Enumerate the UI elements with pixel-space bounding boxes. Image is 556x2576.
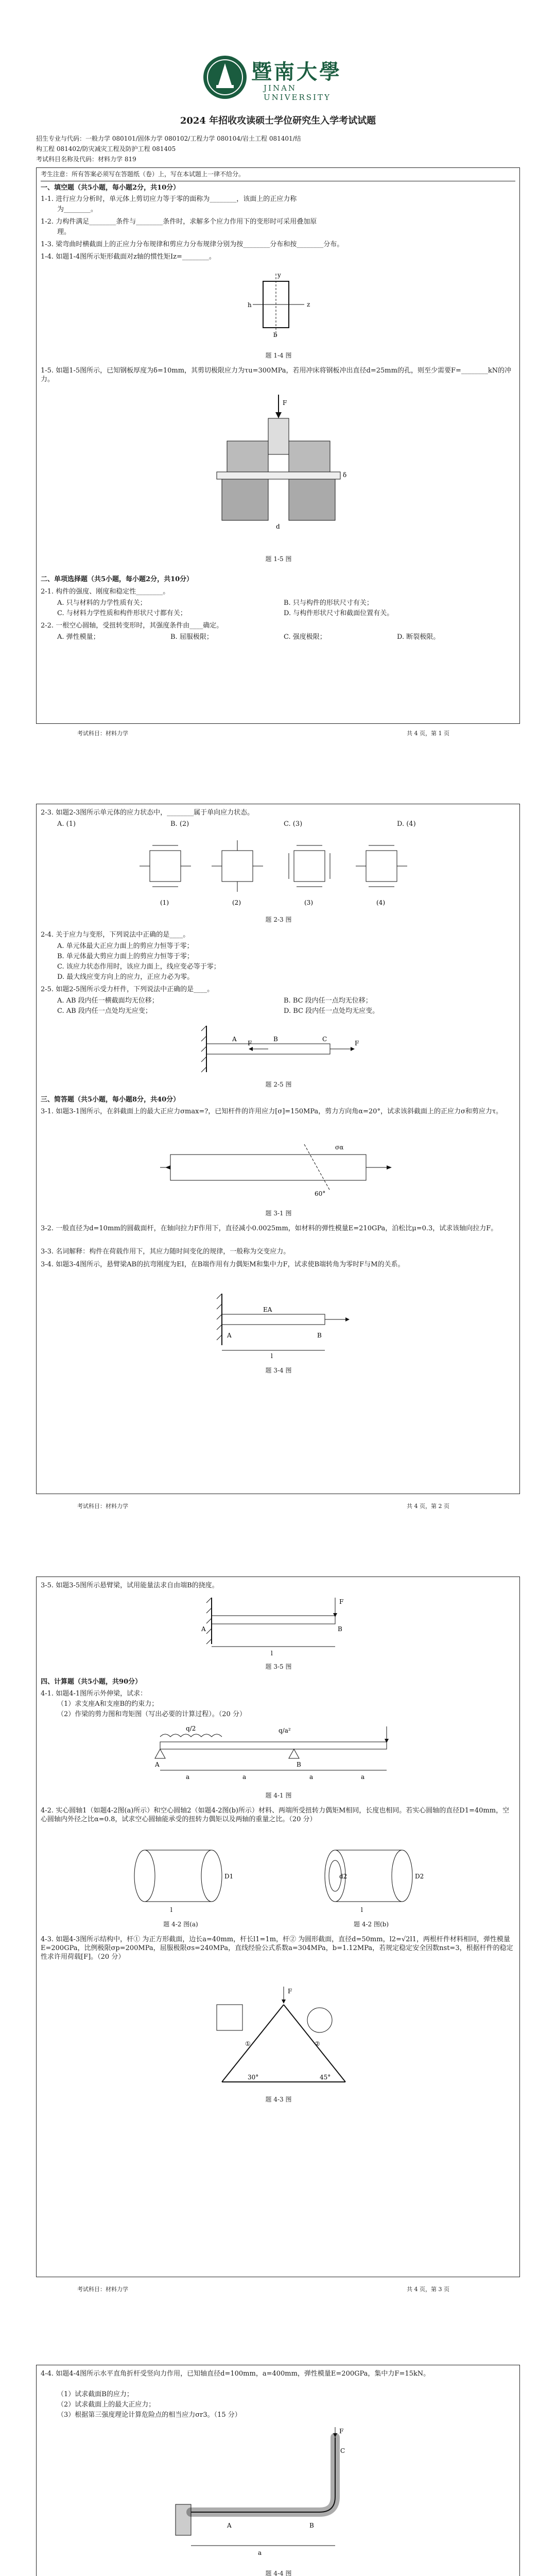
figure-4-3 (191, 1984, 366, 2092)
footer-subject: 考试科目：材料力学 (77, 2286, 128, 2293)
question-4-4-c: （3）根据第三强度理论计算危险点的相当应力σr3。（15 分） (57, 2411, 241, 2419)
question-1-1: 1-1. 进行应力分析时，单元体上剪切应力等于零的面称为________，该面上的正应力称 (41, 195, 297, 203)
figure-4-2a-caption: 题 4-2 图(a) (163, 1921, 198, 1928)
fig-label-4: (4) (376, 899, 385, 906)
university-name-cn: 暨南大學 (251, 60, 342, 84)
option-2-1-b: B. 只与构件的形状尺寸有关； (284, 599, 373, 607)
svg-text:δ: δ (343, 471, 347, 479)
svg-text:A: A (232, 1036, 237, 1043)
figure-1-4 (232, 271, 325, 348)
footer-page-2 (36, 1502, 520, 1510)
footer-page-1 (36, 729, 520, 737)
svg-text:h: h (248, 301, 252, 309)
option-2-2-c: C. 强度极限； (284, 633, 326, 641)
option-2-3-a: A. (1) (57, 820, 76, 828)
figure-2-5 (191, 1021, 366, 1077)
option-2-5-b: B. BC 段内任一点均无位移； (284, 997, 372, 1005)
question-1-5: 1-5. 如题1-5图所示，已知钢板厚度为δ=10mm，其剪切极限应力为τu=300MPa，若用冲床将钢板冲出直径d=25mm的孔，则至少需要F=________kN的冲力。 (41, 367, 512, 383)
svg-text:a: a (242, 1773, 247, 1781)
exam-page-3 (36, 1571, 520, 2308)
figure-4-4-caption: 题 4-4 图 (265, 2570, 292, 2576)
question-1-4: 1-4. 如题1-4图所示矩形截面对z轴的惯性矩Iz=________。 (41, 253, 216, 261)
university-name-en: JINAN UNIVERSITY (264, 83, 331, 102)
figure-4-2a (124, 1840, 237, 1917)
exam-page-1 (36, 21, 520, 752)
svg-text:l: l (271, 1352, 273, 1360)
exam-info-line3: 考试科目名称及代码：材料力学 819 (36, 156, 136, 163)
svg-text:D1: D1 (224, 1873, 234, 1880)
question-4-3: 4-3. 如题4-3图所示结构中，杆① 为正方形截面，边长a=40mm，杆长l1=1m，杆② 为圆形截面，直径d=50mm，l2=√2l1，两根杆件材料相同，弹性模量E=200GPa，比例极限σp=200MPa，屈服极限σs=240MPa，直线经验公式系数a=304MPa，b=1.12MPa，若规定稳定安全因数nst=3，根据杆件的稳定性求许用荷载[F]。（20 分） (41, 1936, 513, 1961)
figure-3-5-caption: 题 3-5 图 (265, 1663, 292, 1670)
seal-icon (202, 54, 248, 100)
question-2-3: 2-3. 如题2-3图所示单元体的应力状态中，________属于单向应力状态。 (41, 809, 254, 817)
svg-text:F: F (288, 1988, 292, 1995)
svg-text:F: F (355, 1040, 359, 1047)
svg-text:F: F (283, 399, 287, 406)
figure-4-1 (140, 1721, 418, 1788)
svg-text:d: d (276, 523, 280, 530)
svg-text:B: B (317, 1332, 322, 1339)
svg-text:A: A (201, 1625, 206, 1633)
question-1-2: 1-2. 力构件满足________条件与________条件时，求解多个应力作用下的变形时可采用叠加原 (41, 218, 317, 226)
option-2-5-a: A. AB 段内任一横截面均无位移； (57, 997, 159, 1005)
question-3-4: 3-4. 如题3-4图所示，悬臂梁AB的抗弯刚度为EI，在B端作用有力偶矩M和集中力F，试求使B端转角为零时F与M的关系。 (41, 1261, 405, 1268)
question-2-2: 2-2. 一根空心圆轴，受扭转变形时，其强度条件由____确定。 (41, 622, 223, 630)
figure-2-5-caption: 题 2-5 图 (265, 1081, 292, 1088)
section-2-title: 二、单项选择题（共5小题，每小题2分，共10分） (41, 575, 194, 583)
exam-page-2 (36, 799, 520, 1520)
option-2-5-c: C. AB 段内任一点处均无应变； (57, 1007, 152, 1015)
figure-1-5-caption: 题 1-5 图 (265, 555, 292, 563)
question-2-5: 2-5. 如题2-5图所示受力杆件，下列说法中正确的是____。 (41, 986, 214, 993)
svg-text:a: a (186, 1773, 190, 1781)
question-1-3: 1-3. 梁弯曲时横截面上的正应力分布规律和剪应力分布规律分别为按________分布和按________分布。 (41, 241, 344, 248)
exam-info-line1: 招生专业与代码：一般力学 080101/固体力学 080102/工程力学 080104/岩土工程 081401/结 (36, 135, 301, 142)
question-1-1-cont: 为________。 (57, 206, 98, 213)
svg-text:F: F (339, 1598, 344, 1605)
figure-3-4-caption: 题 3-4 图 (265, 1367, 292, 1374)
question-3-5: 3-5. 如题3-5图所示悬臂梁，试用能量法求自由端B的挠度。 (41, 1582, 219, 1589)
svg-text:σα: σα (335, 1144, 344, 1151)
svg-text:q/a²: q/a² (279, 1727, 291, 1734)
option-2-4-b: B. 单元体最大剪应力面上的剪应力恒等于零； (57, 953, 194, 960)
svg-text:C: C (322, 1036, 327, 1043)
svg-text:l: l (271, 1650, 273, 1657)
option-2-2-a: A. 弹性模量； (57, 633, 100, 641)
option-2-5-d: D. BC 段内任一点处均无应变。 (284, 1007, 379, 1015)
option-2-2-d: D. 断裂极限。 (397, 633, 440, 641)
footer-subject: 考试科目：材料力学 (77, 730, 128, 737)
footer-subject: 考试科目：材料力学 (77, 1503, 128, 1510)
question-2-1: 2-1. 构件的强度、刚度和稳定性________。 (41, 588, 170, 596)
svg-text:45°: 45° (320, 2074, 331, 2081)
exam-title: 2024 年招收攻读硕士学位研究生入学考试试题 (180, 115, 376, 126)
figure-4-2b (315, 1840, 428, 1917)
question-box-4 (36, 2365, 520, 2576)
question-box-3 (36, 1577, 520, 2277)
svg-text:F: F (248, 1040, 252, 1047)
exam-info-line2: 构工程 081402/防灾减灾工程及防护工程 081405 (36, 145, 176, 152)
option-2-1-a: A. 只与材料的力学性质有关； (57, 599, 147, 607)
svg-text:B: B (297, 1761, 301, 1768)
figure-4-1-caption: 题 4-1 图 (265, 1792, 292, 1799)
question-4-2: 4-2. 实心圆轴1（如题4-2图(a)所示）和空心圆轴2（如题4-2图(b)所示）材料、两端所受扭转力偶矩M相同，长度也相同。若实心圆轴的直径D1=40mm，空心圆轴内外径之比α=0.8，试求空心圆轴能承受的扭转力偶矩以及两轴的重量之比。（20 分） (41, 1807, 510, 1823)
svg-text:A: A (227, 1332, 232, 1339)
question-4-4-b: （2）试求截面上的最大正应力； (57, 2401, 155, 2409)
question-4-1: 4-1. 如题4-1图所示外伸梁，试求： (41, 1690, 147, 1698)
svg-text:A: A (155, 1761, 160, 1768)
figure-3-1 (160, 1134, 397, 1206)
question-4-1-a: （1）求支座A和支座B的约束力； (57, 1700, 159, 1708)
fig-label-2: (2) (232, 899, 241, 906)
option-2-3-c: C. (3) (284, 820, 303, 828)
svg-text:B: B (309, 2522, 314, 2529)
svg-text:d2: d2 (339, 1873, 348, 1880)
svg-text:C: C (340, 2447, 345, 2454)
question-3-3: 3-3. 名词解释：构件在荷载作用下，其应力随时间变化的规律，一般称为交变应力。 (41, 1248, 290, 1256)
svg-text:D2: D2 (415, 1873, 424, 1880)
option-2-2-b: B. 屈服极限； (170, 633, 213, 641)
question-4-4: 4-4. 如题4-4图所示水平直角折杆受竖向力作用，已知轴直径d=100mm，a=400mm，弹性模量E=200GPa，集中力F=15kN。 (41, 2370, 430, 2378)
figure-1-4-caption: 题 1-4 图 (265, 352, 292, 359)
option-2-4-d: D. 最大线应变方向上的应力，正应力必为零。 (57, 973, 194, 981)
option-2-4-a: A. 单元体最大正应力面上的剪应力恒等于零； (57, 942, 194, 950)
svg-text:①: ① (245, 2040, 251, 2047)
figure-2-3-caption: 题 2-3 图 (265, 916, 292, 923)
svg-text:a: a (361, 1773, 365, 1781)
question-box-2 (36, 804, 520, 1494)
notice: 考生注意：所有答案必须写在答题纸（卷）上，写在本试题上一律不给分。 (41, 170, 515, 181)
footer-page-number: 共 4 页，第 1 页 (407, 730, 449, 737)
footer-page-number: 共 4 页，第 3 页 (407, 2286, 449, 2293)
svg-text:b: b (273, 331, 277, 338)
option-2-4-c: C. 该应力状态作用时，该应力面上，线应变必等于零； (57, 963, 220, 971)
figure-3-5 (191, 1592, 366, 1659)
figure-4-2b-caption: 题 4-2 图(b) (354, 1921, 389, 1928)
question-4-4-a: （1）试求截面B的应力； (57, 2391, 133, 2398)
option-2-1-d: D. 与构件形状尺寸和截面位置有关。 (284, 609, 394, 617)
figure-2-3 (129, 835, 428, 912)
svg-text:EA: EA (263, 1306, 272, 1313)
option-2-3-b: B. (2) (170, 820, 189, 828)
svg-text:a: a (258, 2549, 262, 2556)
question-4-1-b: （2）作梁的剪力图和弯矩图（写出必要的计算过程）。（20 分） (57, 1710, 246, 1718)
figure-4-3-caption: 题 4-3 图 (265, 2096, 292, 2103)
footer-page-3 (36, 2285, 520, 2293)
question-box-1 (36, 167, 520, 724)
figure-1-5 (206, 395, 351, 549)
fig-label-1: (1) (160, 899, 169, 906)
footer-page-number: 共 4 页，第 2 页 (407, 1503, 449, 1510)
option-2-1-c: C. 与材料力学性质和构件形状尺寸都有关； (57, 609, 187, 617)
svg-text:l: l (170, 1906, 172, 1913)
fig-label-3: (3) (304, 899, 313, 906)
svg-text:②: ② (315, 2040, 320, 2047)
svg-text:B: B (338, 1625, 342, 1633)
svg-text:q/2: q/2 (186, 1725, 196, 1732)
section-4-title: 四、计算题（共5小题，共90分） (41, 1678, 142, 1686)
figure-3-1-caption: 题 3-1 图 (265, 1210, 292, 1217)
section-3-title: 三、简答题（共5小题，每小题8分，共40分） (41, 1096, 180, 1104)
figure-3-4 (201, 1289, 356, 1361)
option-2-3-d: D. (4) (397, 820, 416, 828)
section-1-title: 一、填空题（共5小题，每小题2分，共10分） (41, 184, 180, 192)
svg-text:F: F (339, 2428, 344, 2435)
svg-text:l: l (361, 1906, 363, 1913)
question-3-2: 3-2. 一般直径为d=10mm的圆截面杆，在轴向拉力F作用下，直径减小0.0025mm，如材料的弹性模量E=210GPa，泊松比μ=0.3，试求该轴向拉力F。 (41, 1225, 498, 1232)
svg-text:60°: 60° (315, 1190, 326, 1197)
university-logo (202, 52, 356, 103)
question-3-1: 3-1. 如题3-1图所示，在斜截面上的最大正应力σmax=?，已知杆件的许用应力[σ]=150MPa，剪力方向角α=20°，试求该斜截面上的正应力σ和剪应力τ。 (41, 1108, 503, 1115)
svg-text:30°: 30° (248, 2074, 259, 2081)
svg-text:a: a (309, 1773, 314, 1781)
svg-text:z: z (307, 301, 310, 308)
exam-page-4 (36, 2360, 520, 2576)
question-1-2-cont: 理。 (57, 228, 71, 236)
svg-text:A: A (227, 2522, 232, 2529)
svg-text:B: B (273, 1036, 278, 1043)
question-2-4: 2-4. 关于应力与变形，下列说法中正确的是____。 (41, 931, 190, 939)
svg-text:y: y (277, 272, 281, 279)
figure-4-4 (165, 2422, 392, 2566)
